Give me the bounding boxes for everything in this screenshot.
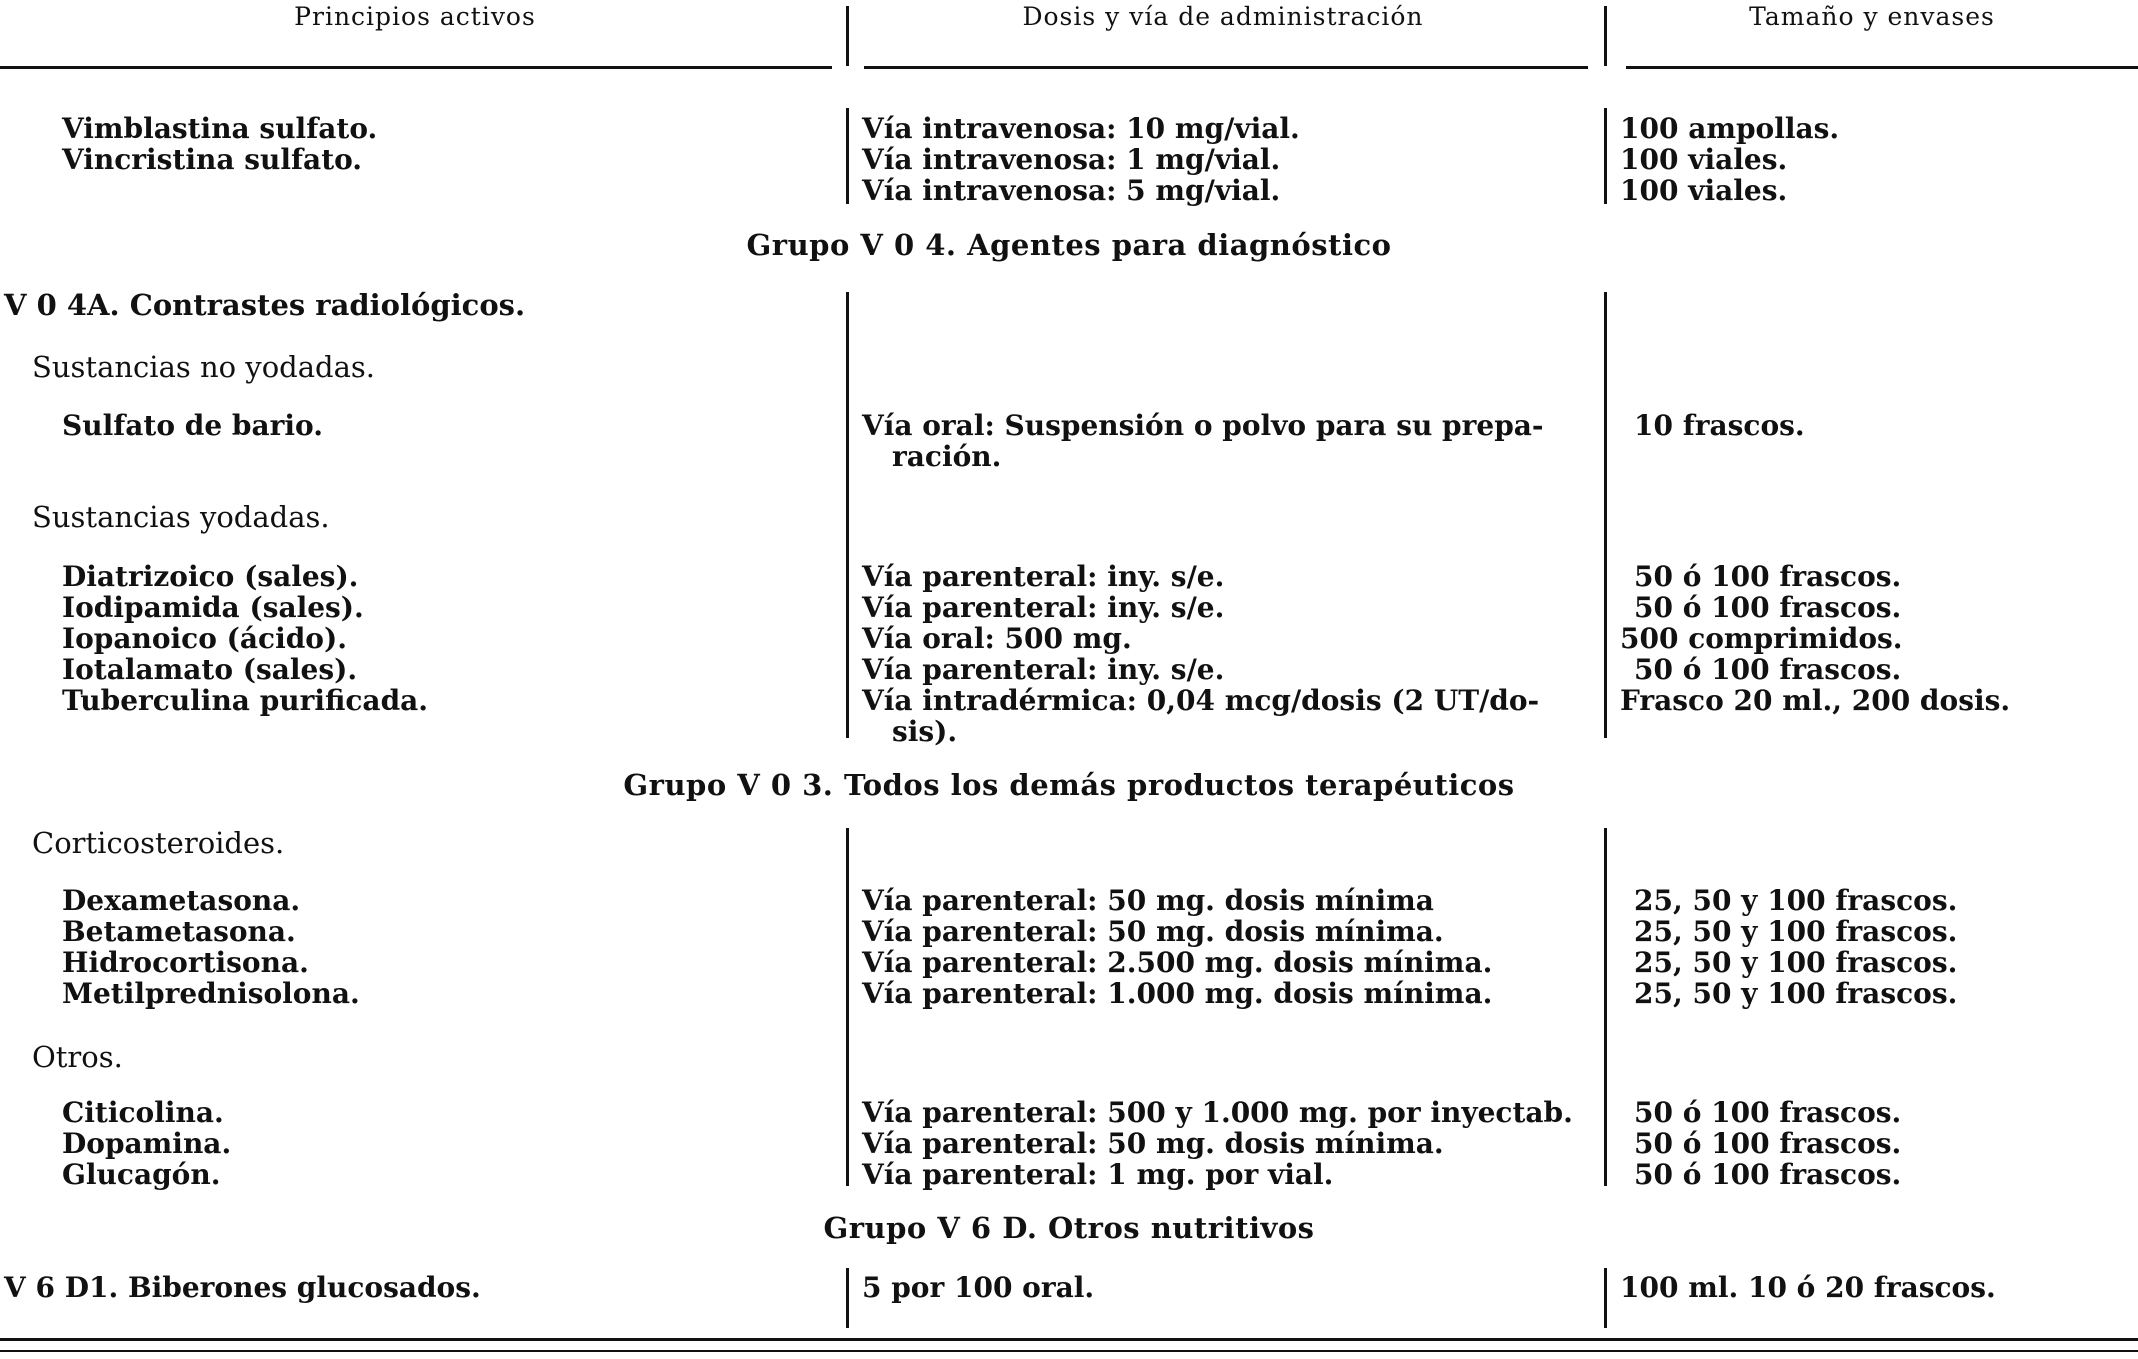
table-row: [0, 560, 2138, 591]
table-row: [0, 946, 2138, 977]
principio-cell: Sulfato de bario.: [62, 409, 323, 442]
dosis-cell: Vía parenteral: 500 y 1.000 mg. por inyectab.: [862, 1096, 1573, 1129]
principio-cell: Vincristina sulfato.: [62, 143, 363, 176]
envase-cell: 100 ml. 10 ó 20 frascos.: [1620, 1271, 1996, 1304]
table-row: [0, 143, 2138, 174]
envase-cell: 25, 50 y 100 frascos.: [1634, 884, 1958, 917]
table-row-continuation: [0, 715, 2138, 746]
principio-cell: Glucagón.: [62, 1158, 221, 1191]
dosis-cell: Vía parenteral: iny. s/e.: [862, 653, 1225, 686]
envase-cell: 50 ó 100 frascos.: [1634, 560, 1902, 593]
principio-cell: Diatrizoico (sales).: [62, 560, 359, 593]
dosis-cell: Vía intradérmica: 0,04 mcg/dosis (2 UT/do-: [862, 684, 1540, 717]
dosis-cell: sis).: [892, 715, 958, 748]
dosis-cell: Vía oral: 500 mg.: [862, 622, 1132, 655]
envase-cell: 100 viales.: [1620, 143, 1788, 176]
table-row: [0, 622, 2138, 653]
header-rule-1: [0, 66, 832, 69]
principio-cell: V 6 D1. Biberones glucosados.: [4, 1271, 481, 1304]
dosis-cell: Vía parenteral: 1 mg. por vial.: [862, 1158, 1334, 1191]
envase-cell: 10 frascos.: [1634, 409, 1805, 442]
dosis-cell: Vía intravenosa: 10 mg/vial.: [862, 112, 1300, 145]
envase-cell: 50 ó 100 frascos.: [1634, 653, 1902, 686]
table-row: [0, 1158, 2138, 1189]
envase-cell: 25, 50 y 100 frascos.: [1634, 915, 1958, 948]
category-heading: V 0 4A. Contrastes radiológicos.: [4, 288, 526, 322]
table-row: [0, 915, 2138, 946]
table-row: [0, 1271, 2138, 1302]
principio-cell: Metilprednisolona.: [62, 977, 360, 1010]
header-rule-3: [1626, 66, 2138, 69]
envase-cell: 50 ó 100 frascos.: [1634, 1127, 1902, 1160]
table-row: [0, 174, 2138, 205]
principio-cell: Iotalamato (sales).: [62, 653, 358, 686]
bottom-rule-top: [0, 1338, 2138, 1341]
dosis-cell: ración.: [892, 440, 1002, 473]
header-rule-2: [864, 66, 1588, 69]
principio-cell: Dexametasona.: [62, 884, 301, 917]
col-sep-header-2: [1604, 6, 1607, 66]
subcategory-heading: Corticosteroides.: [32, 826, 285, 860]
subcategory-heading: Sustancias yodadas.: [32, 500, 330, 534]
principio-cell: Vimblastina sulfato.: [62, 112, 378, 145]
dosis-cell: Vía parenteral: iny. s/e.: [862, 591, 1225, 624]
table-row: [0, 112, 2138, 143]
principio-cell: Citicolina.: [62, 1096, 224, 1129]
dosis-cell: Vía parenteral: 50 mg. dosis mínima: [862, 884, 1434, 917]
col-sep-header-1: [846, 6, 849, 66]
header-dosis: Dosis y vía de administración: [1022, 2, 1424, 31]
dosis-cell: Vía oral: Suspensión o polvo para su prepa-: [862, 409, 1544, 442]
principio-cell: Iodipamida (sales).: [62, 591, 364, 624]
table-row: [0, 884, 2138, 915]
group-title-v04: Grupo V 0 4. Agentes para diagnóstico: [746, 228, 1392, 262]
header-envases: Tamaño y envases: [1749, 2, 1995, 31]
envase-cell: 100 viales.: [1620, 174, 1788, 207]
principio-cell: Tuberculina purificada.: [62, 684, 429, 717]
envase-cell: Frasco 20 ml., 200 dosis.: [1620, 684, 2011, 717]
subcategory-heading: Otros.: [32, 1040, 123, 1074]
dosis-cell: Vía parenteral: iny. s/e.: [862, 560, 1225, 593]
dosis-cell: Vía intravenosa: 5 mg/vial.: [862, 174, 1281, 207]
envase-cell: 25, 50 y 100 frascos.: [1634, 946, 1958, 979]
envase-cell: 50 ó 100 frascos.: [1634, 1096, 1902, 1129]
group-title-v6d: Grupo V 6 D. Otros nutritivos: [823, 1211, 1315, 1245]
table-row: [0, 1096, 2138, 1127]
dosis-cell: Vía parenteral: 1.000 mg. dosis mínima.: [862, 977, 1493, 1010]
table-row: [0, 1127, 2138, 1158]
principio-cell: Dopamina.: [62, 1127, 232, 1160]
dosis-cell: 5 por 100 oral.: [862, 1271, 1095, 1304]
table-row: [0, 653, 2138, 684]
dosis-cell: Vía parenteral: 50 mg. dosis mínima.: [862, 1127, 1444, 1160]
bottom-rule-bottom: [0, 1350, 2138, 1352]
dosis-cell: Vía parenteral: 50 mg. dosis mínima.: [862, 915, 1444, 948]
envase-cell: 500 comprimidos.: [1620, 622, 1903, 655]
table-row-continuation: [0, 440, 2138, 471]
dosis-cell: Vía intravenosa: 1 mg/vial.: [862, 143, 1281, 176]
header-principios: Principios activos: [294, 2, 536, 31]
envase-cell: 25, 50 y 100 frascos.: [1634, 977, 1958, 1010]
principio-cell: Hidrocortisona.: [62, 946, 309, 979]
table-row: [0, 977, 2138, 1008]
table-row: [0, 409, 2138, 440]
dosis-cell: Vía parenteral: 2.500 mg. dosis mínima.: [862, 946, 1493, 979]
table-row: [0, 684, 2138, 715]
envase-cell: 50 ó 100 frascos.: [1634, 591, 1902, 624]
principio-cell: Iopanoico (ácido).: [62, 622, 347, 655]
subcategory-heading: Sustancias no yodadas.: [32, 350, 375, 384]
envase-cell: 50 ó 100 frascos.: [1634, 1158, 1902, 1191]
principio-cell: Betametasona.: [62, 915, 296, 948]
table-row: [0, 591, 2138, 622]
group-title-v03: Grupo V 0 3. Todos los demás productos terapéuticos: [623, 768, 1515, 802]
envase-cell: 100 ampollas.: [1620, 112, 1840, 145]
